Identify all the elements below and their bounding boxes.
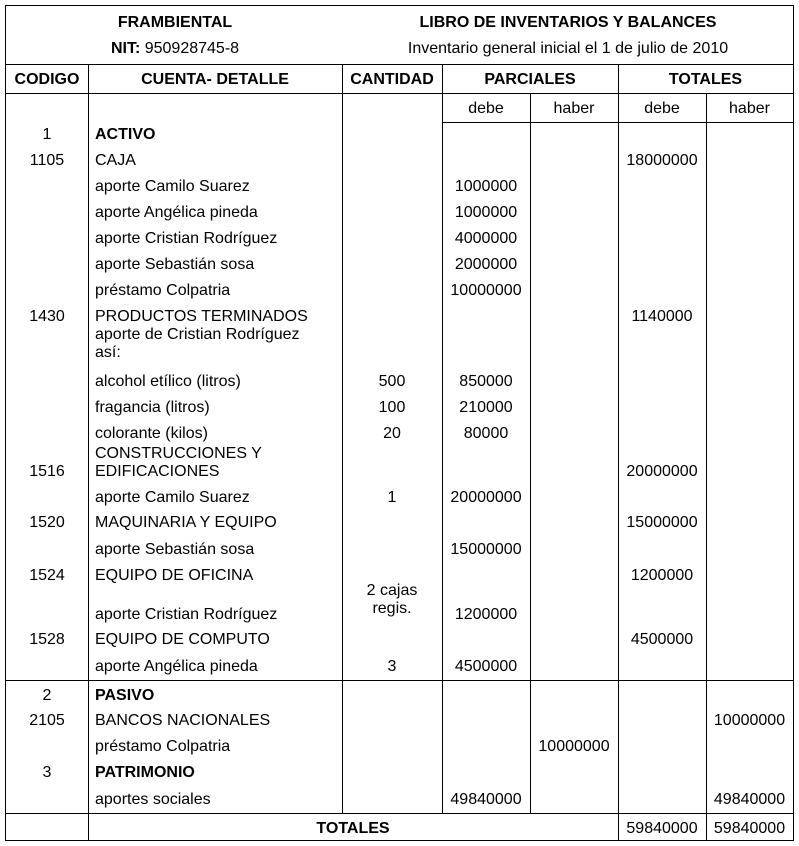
row-parcial-debe: 1000000 [454, 178, 518, 195]
row-quantity: 500 [378, 373, 406, 390]
column-header-cantidad: CANTIDAD [350, 71, 434, 88]
nit-line [0, 40, 350, 58]
row-parcial-debe: 1200000 [454, 606, 518, 623]
col-divider-codigo [88, 64, 89, 841]
row-code: 1528 [29, 631, 65, 648]
row-detail: aporte Sebastián sosa [95, 256, 255, 273]
row-total-debe: 20000000 [626, 463, 698, 480]
row-detail: aporte Camilo Suarez [95, 489, 250, 506]
row-quantity: 100 [378, 399, 406, 416]
column-header-totales: TOTALES [668, 71, 743, 88]
border-bottom [5, 840, 794, 841]
row-detail: aporte Angélica pineda [95, 658, 258, 675]
row-quantity: 1 [387, 489, 397, 506]
row-detail: aporte de Cristian Rodríguez [95, 326, 300, 343]
row-parcial-debe: 4500000 [454, 658, 518, 675]
row-detail: así: [95, 344, 121, 361]
row-detail: CAJA [95, 152, 136, 169]
row-detail: colorante (kilos) [95, 425, 208, 442]
row-code: 1 [42, 126, 52, 143]
totals-haber: 59840000 [713, 820, 786, 837]
row-detail: ACTIVO [95, 126, 156, 143]
column-header-codigo: CODIGO [14, 71, 80, 88]
row-parcial-debe: 49840000 [450, 791, 522, 808]
row-code: 2105 [29, 712, 65, 729]
row-detail: aporte Angélica pineda [95, 204, 258, 221]
row-quantity: regis. [372, 600, 412, 617]
row-detail: préstamo Colpatria [95, 282, 231, 299]
row-total-debe: 1200000 [630, 567, 694, 584]
totals-debe: 59840000 [626, 820, 698, 837]
subheader-parciales-debe: debe [468, 100, 504, 117]
col-divider-parciales-debe [530, 93, 531, 813]
row-detail: MAQUINARIA Y EQUIPO [95, 514, 277, 531]
row-detail: alcohol etílico (litros) [95, 373, 241, 390]
row-total-debe: 4500000 [630, 631, 694, 648]
row-detail: PRODUCTOS TERMINADOS [95, 308, 308, 325]
row-quantity: 20 [383, 425, 401, 442]
row-detail: EDIFICACIONES [95, 463, 220, 480]
totals-separator [5, 813, 794, 814]
row-parcial-haber: 10000000 [538, 738, 610, 755]
row-detail: aporte Camilo Suarez [95, 178, 250, 195]
row-code: 3 [42, 764, 52, 781]
col-divider-cantidad [442, 64, 443, 813]
border-left [5, 5, 6, 841]
row-parcial-debe: 4000000 [454, 230, 518, 247]
nit-label: NIT: [110, 40, 141, 57]
row-parcial-debe: 1000000 [454, 204, 518, 221]
row-detail: aporte Sebastián sosa [95, 541, 255, 558]
header-separator [5, 64, 794, 65]
row-detail: préstamo Colpatria [95, 738, 231, 755]
row-total-debe: 15000000 [626, 514, 698, 531]
border-top [5, 5, 794, 6]
row-total-haber: 49840000 [713, 791, 786, 808]
row-parcial-debe: 15000000 [450, 541, 522, 558]
row-parcial-debe: 850000 [459, 373, 513, 390]
row-code: 1520 [29, 514, 65, 531]
row-quantity: 2 cajas [366, 582, 418, 599]
row-quantity: 3 [387, 658, 397, 675]
col-divider-cuenta [342, 64, 343, 813]
row-detail: aportes sociales [95, 791, 211, 808]
row-detail: CONSTRUCCIONES Y [95, 445, 262, 462]
row-parcial-debe: 10000000 [450, 282, 522, 299]
row-detail: BANCOS NACIONALES [95, 712, 271, 729]
column-header-cuenta: CUENTA- DETALLE [141, 71, 289, 88]
activo-pasivo-separator [5, 680, 794, 681]
nit-value: 950928745-8 [144, 40, 240, 57]
row-parcial-debe: 80000 [463, 425, 509, 442]
subheader-parciales-haber: haber [553, 100, 595, 117]
row-total-debe: 1140000 [631, 308, 693, 325]
row-code: 1105 [29, 152, 65, 169]
row-detail: EQUIPO DE OFICINA [95, 567, 254, 584]
book-title: LIBRO DE INVENTARIOS Y BALANCES [419, 14, 717, 31]
subheader-totales-haber: haber [729, 100, 770, 117]
row-total-debe: 18000000 [626, 152, 698, 169]
row-code: 1516 [29, 463, 65, 480]
row-parcial-debe: 210000 [459, 399, 513, 416]
row-total-haber: 10000000 [713, 712, 786, 729]
row-detail: aporte Cristian Rodríguez [95, 606, 278, 623]
row-parcial-debe: 20000000 [450, 489, 522, 506]
subheader-totales-debe: debe [644, 100, 680, 117]
row-detail: fragancia (litros) [95, 399, 210, 416]
border-right [793, 5, 794, 841]
col-divider-totales-debe [706, 93, 707, 841]
column-header-separator [5, 93, 794, 94]
row-detail: PASIVO [95, 687, 155, 704]
row-detail: EQUIPO DE COMPUTO [95, 631, 270, 648]
company-name: FRAMBIENTAL [117, 14, 233, 31]
row-detail: PATRIMONIO [95, 764, 195, 781]
col-divider-parciales [618, 64, 619, 841]
row-code: 1524 [29, 567, 65, 584]
column-header-parciales: PARCIALES [484, 71, 576, 88]
totals-label: TOTALES [316, 820, 390, 837]
row-parcial-debe: 2000000 [454, 256, 518, 273]
row-detail: aporte Cristian Rodríguez [95, 230, 278, 247]
row-code: 1430 [29, 308, 65, 325]
row-code: 2 [42, 687, 52, 704]
book-subtitle: Inventario general inicial el 1 de julio de 2010 [407, 40, 729, 57]
